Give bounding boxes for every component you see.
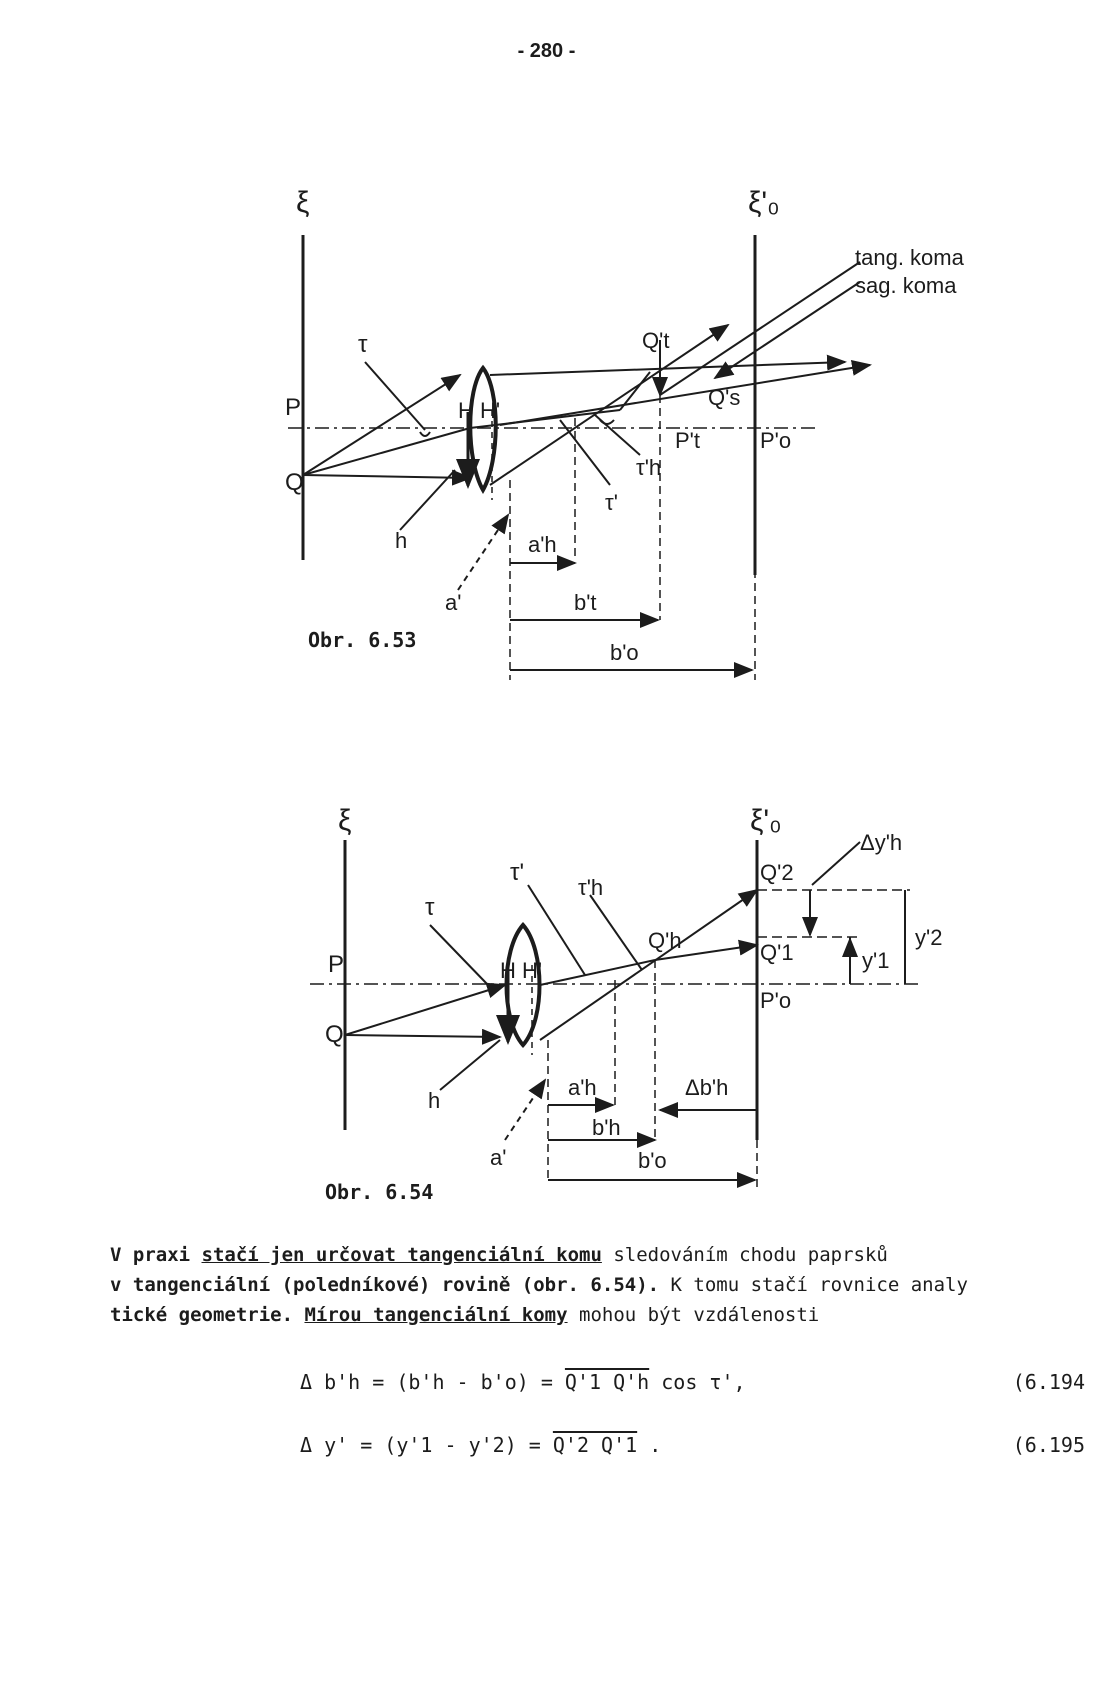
label-xi: ξ [338,804,352,837]
label-H: H [500,958,516,983]
eq2-lhs: Δ y' = (y'1 - y'2) = [300,1433,553,1457]
label-tang-koma: tang. koma [855,245,964,270]
label-tau: τ [425,894,435,921]
equation-number-6-195: (6.195 [1012,1433,1085,1457]
label-Q-t: Q't [642,328,670,353]
para-l1b: stačí jen určovat tangenciální komu [201,1244,602,1266]
label-H-prime: H' [522,958,543,983]
label-delta-y: Δy'h [860,830,903,855]
eq1-rhs: cos τ', [649,1370,746,1394]
label-h: h [428,1088,441,1113]
label-Q: Q [325,1021,344,1048]
caption-6-54: Obr. 6.54 [325,1180,434,1204]
equation-6-194 [300,1370,746,1394]
label-b-h: b'h [592,1115,621,1140]
label-Q: Q [285,469,304,496]
label-H: H [458,398,474,423]
para-l1c: sledováním chodu paprsků [601,1244,888,1266]
para-l2a: v tangenciální (poledníkové) rovině (obr. 6.54). [110,1274,671,1296]
label-a-h: a'h [528,532,557,557]
label-P-o: P'o [760,428,792,453]
label-tau: τ [358,331,368,358]
label-b-o: b'o [610,640,639,665]
label-delta-b: Δb'h [685,1075,729,1100]
label-tau-h: τ'h [578,875,604,900]
label-a-h: a'h [568,1075,597,1100]
label-tau-prime: τ' [605,490,618,515]
label-xi: ξ [296,186,310,219]
label-P: P [285,394,302,421]
para-l2b: K tomu stačí rovnice analy [670,1274,968,1296]
label-y2: y'2 [915,925,943,950]
label-Q-h: Q'h [648,928,682,953]
label-Q2: Q'2 [760,860,794,885]
para-l3b: Mírou tangenciální komy [304,1304,568,1326]
equation-number-6-194: (6.194 [1012,1370,1085,1394]
label-H-prime: H' [480,398,501,423]
eq1-lhs: Δ b'h = (b'h - b'o) = [300,1370,565,1394]
label-P: P [328,951,345,978]
caption-6-53: Obr. 6.53 [308,628,417,652]
label-b-o: b'o [638,1148,667,1173]
label-sag-koma: sag. koma [855,273,957,298]
body-paragraph [110,1240,1085,1330]
figure-6-53 [0,0,1093,680]
label-xi-o: ξ'₀ [750,804,782,837]
label-y1: y'1 [862,948,890,973]
label-Q1: Q'1 [760,940,794,965]
label-P-t: P't [675,428,700,453]
page-number: - 280 - [517,40,576,62]
eq2-bar: Q'2 Q'1 [552,1433,638,1457]
label-tau-prime: τ' [510,859,525,886]
label-b-t: b't [574,590,597,615]
figure-6-54 [0,770,1093,1190]
label-h: h [395,528,408,553]
label-Q-s: Q's [708,385,741,410]
para-l1a: V praxi [110,1244,202,1266]
label-a-prime: a' [490,1145,507,1170]
eq1-bar: Q'1 Q'h [564,1370,650,1394]
label-P-o: P'o [760,988,792,1013]
para-l3c: mohou být vzdálenosti [567,1304,820,1326]
label-tau-h: τ'h [636,455,662,480]
eq2-rhs: . [637,1433,662,1457]
para-l3a: tické geometrie. [110,1304,305,1326]
label-a-prime: a' [445,590,462,615]
label-xi-o: ξ'₀ [748,186,780,219]
equation-6-195 [300,1433,661,1457]
